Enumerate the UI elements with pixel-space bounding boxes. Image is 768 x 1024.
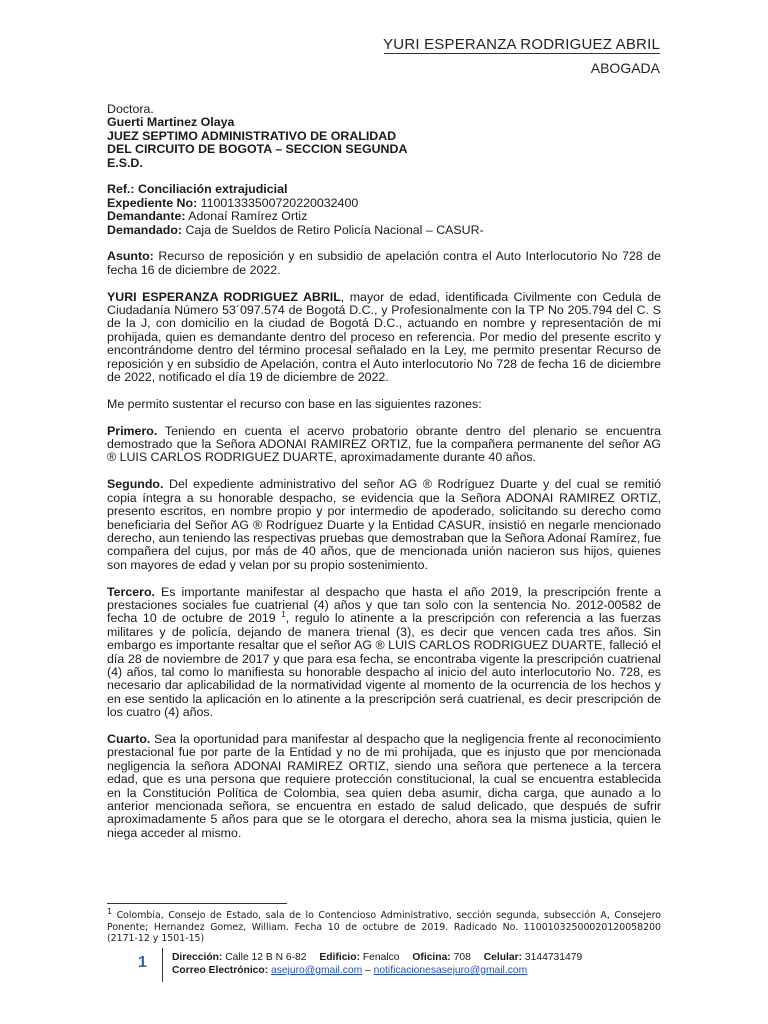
footer-address-line <box>172 951 672 964</box>
demandado-value: Caja de Sueldos de Retiro Policía Nacional – CASUR- <box>182 222 484 237</box>
addressee-block <box>107 103 661 170</box>
footer-email-line <box>172 964 672 977</box>
page-number: 1 <box>138 954 147 971</box>
reference-block <box>107 183 661 237</box>
court-line-1: JUEZ SEPTIMO ADMINISTRATIVO DE ORALIDAD <box>107 128 397 143</box>
email-label: Correo Electrónico: <box>172 965 269 976</box>
asunto-paragraph <box>107 250 661 277</box>
segundo-paragraph <box>107 478 661 572</box>
intro-name: YURI ESPERANZA RODRIGUEZ ABRIL <box>107 289 341 304</box>
cuarto-paragraph <box>107 733 661 840</box>
tercero-text-b: , regulo lo atinente a la prescripción con referencia a las fuerzas militares y de policía, dejando de manera trienal (3), es decir que vencen cada tres años. Sin embargo es importante resaltar que el señor AG ® LUIS CARLOS RODRIGUEZ DUARTE, falleció el día 28 de noviembre de 2017 y que para esa fecha, se encontraba vigente la prescripción cuatrienal (4) años, tal como lo manifiesta su honorable despacho al inicio del auto interlocutorio No. 728, es necesario dar aplicabilidad de la normatividad vigente al momento de la ocurrencia de los hechos y en ese sentido la aplicación en lo atinente a la prescripción será cuatrienal, es decir prescripción de los cuatro (4) años. <box>107 611 661 720</box>
demandante-line <box>107 210 661 223</box>
primero-label: Primero. <box>107 423 158 438</box>
primero-paragraph <box>107 425 661 465</box>
letterhead-role: ABOGADA <box>590 60 660 76</box>
footnote-text: Colombia, Consejo de Estado, sala de lo Contencioso Administrativo, sección segunda, subsección A, Consejero Ponente; Hernandez Gomez, William. Fecha 10 de octubre de 2019. Radicado No. 11001032500020120058200 (2171-12 y 1501-15) <box>107 910 661 945</box>
footnote-mark: 1 <box>107 906 113 916</box>
footnote-separator <box>107 903 287 904</box>
cuarto-label: Cuarto. <box>107 731 151 746</box>
court-line-2: DEL CIRCUITO DE BOGOTA – SECCION SEGUNDA <box>107 142 408 157</box>
direccion-label: Dirección: <box>172 952 223 963</box>
email-link-asejuro[interactable]: asejuro@gmail.com <box>271 965 363 976</box>
intro-paragraph <box>107 291 661 385</box>
letterhead-name: YURI ESPERANZA RODRIGUEZ ABRIL <box>383 36 660 53</box>
demandado-label: Demandado: <box>107 222 183 237</box>
footnote-reference[interactable]: 1 <box>281 610 286 620</box>
celular-value: 3144731479 <box>524 952 583 963</box>
razones-paragraph: Me permito sustentar el recurso con base en las siguientes razones: <box>107 396 482 411</box>
ref-line: Ref.: Conciliación extrajudicial <box>107 182 288 197</box>
asunto-text: Recurso de reposición y en subsidio de apelación contra el Auto Interlocutorio No 728 de fecha 16 de diciembre de 2022. <box>107 249 661 277</box>
edificio-label: Edificio: <box>319 952 361 963</box>
footer-divider <box>162 948 163 982</box>
letterhead-rule <box>384 53 660 54</box>
esd-line: E.S.D. <box>107 155 143 170</box>
demandado-line <box>107 224 661 237</box>
expediente-line <box>107 197 661 210</box>
demandante-value: Adonaí Ramírez Ortiz <box>185 209 308 224</box>
primero-text: Teniendo en cuenta el acervo probatorio obrante dentro del plenario se encuentra demostrado que la Señora ADONAI RAMIREZ ORTIZ, fue la compañera permanente del señor AG ® LUIS CARLOS RODRIGUEZ DUARTE, aproximadamente durante 40 años. <box>107 423 661 465</box>
oficina-value: 708 <box>453 952 471 963</box>
segundo-text: Del expediente administrativo del señor AG ® Rodríguez Duarte y del cual se remitió copia íntegra a su honorable despacho, se evidencia que la Señora ADONAI RAMIREZ ORTIZ, presento escritos, en nombre propio y por intermedio de apoderado, solicitando su derecho como beneficiaria del Señor AG ® Rodríguez Duarte y la Entidad CASUR, insistió en negarle mencionado derecho, aun teniendo las respectivas pruebas que demostraban que la Señora Adonaí Ramírez, fue compañera del cujus, por más de 40 años, que de mencionada unión nacieron sus hijos, quienes son mayores de edad y velan por su propio sostenimiento. <box>107 477 661 572</box>
oficina-label: Oficina: <box>412 952 451 963</box>
cuarto-text: Sea la oportunidad para manifestar al despacho que la negligencia frente al reconocimiento prestacional fue por parte de la Entidad y no de mi prohijada, que es injusto que por mencionada negligencia la señora ADONAI RAMIREZ ORTIZ, siendo una señora que pertenece a la tercera edad, que es una persona que requiere protección constitucional, la cual se encuentra establecida en la Constitución Política de Colombia, sea quien deba asumir, dicha carga, que aunado a lo anterior mencionada señora, se encuentra en estado de salud delicado, que después de sufrir aproximadamente 5 años para que se le otorgara el derecho, ahora sea la misma justicia, quien le niega acceder al mismo. <box>107 731 661 840</box>
footer-contact <box>172 951 672 977</box>
tercero-paragraph <box>107 586 661 720</box>
email-separator: – <box>362 965 374 976</box>
direccion-value: Calle 12 B N 6-82 <box>225 952 307 963</box>
tercero-label: Tercero. <box>107 584 155 599</box>
email-link-notificaciones[interactable]: notificacionesasejuro@gmail.com <box>373 965 528 976</box>
judge-name: Guerti Martinez Olaya <box>107 115 235 130</box>
expediente-label: Expediente No: <box>107 195 198 210</box>
letter-body <box>107 103 661 854</box>
intro-text: , mayor de edad, identificada Civilmente con Cedula de Ciudadanía Número 53´097.574 de Bogotá D.C., y Profesionalmente con la TP No 205.794 del C. S de la J, con domicilio en la ciudad de Bogotá D.C., actuando en nombre y representación de mi prohijada, quien es demandante dentro del proceso en referencia. Por medio del presente escrito y encontrándome dentro del término procesal señalado en la Ley, me permito presentar Recurso de reposición y en subsidio de Apelación, contra el Auto interlocutorio No 728 de fecha 16 de diciembre de 2022, notificado el día 19 de diciembre de 2022. <box>107 289 661 385</box>
segundo-label: Segundo. <box>107 477 164 492</box>
salutation: Doctora. <box>107 102 154 116</box>
footnote <box>107 906 661 945</box>
celular-label: Celular: <box>483 952 523 963</box>
asunto-label: Asunto: <box>107 249 154 264</box>
edificio-value: Fenalco <box>362 952 400 963</box>
demandante-label: Demandante: <box>107 209 186 224</box>
tercero-text-a: Es importante manifestar al despacho que hasta el año 2019, la prescripción frente a prestaciones sociales fue cuatrienal (4) años y que tan solo con la sentencia No. 2012-00582 de fecha 10 de octubre de 2019 <box>107 584 661 626</box>
expediente-value: 11001333500720220032400 <box>197 195 359 210</box>
